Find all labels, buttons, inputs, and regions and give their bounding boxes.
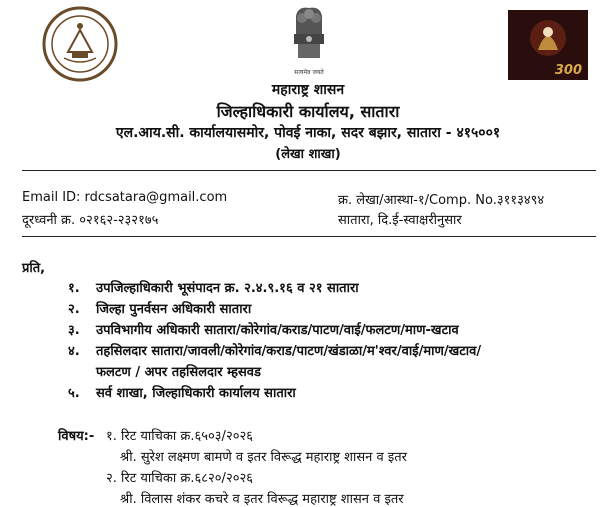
recipient-2-text: जिल्हा पुनर्वसन अधिकारी सातारा [96,302,252,317]
anniversary-logo-text: 300 [554,63,582,78]
date-line: सातारा, दि.ई-स्वाक्षरीनुसार [338,213,462,228]
header-branch: (लेखा शाखा) [275,147,341,162]
recipient-2-num: २. [68,302,80,317]
subject-item-1: १. रिट याचिका क्र.६५०३/२०२६ [106,429,253,444]
header-government: महाराष्ट्र शासन [271,82,345,98]
national-emblem-logo [286,4,332,74]
recipient-5-text: सर्व शाखा, जिल्हाधिकारी कार्यालय सातारा [96,386,296,401]
recipient-4-cont-text: फलटण / अपर तहसिलदार म्हसवड [96,365,261,380]
recipient-5-num: ५. [68,386,80,401]
recipient-1-num: १. [68,281,80,296]
subject-item-2-parties: श्री. विलास शंकर कचरे व इतर विरूद्ध महाराष्ट्र शासन व इतर [120,492,404,507]
subject-label: विषय:- [58,429,95,444]
recipient-1-text: उपजिल्हाधिकारी भूसंपादन क्र. २.४.९.१६ व २१ सातारा [96,281,359,296]
phone-line: दूरध्वनी क्र. ०२१६२-२३२१७५ [22,213,159,228]
anniversary-logo [508,10,588,80]
to-label: प्रति, [22,261,46,276]
reference-number: क्र. लेखा/आस्था-१/Comp. No.३११३४९४ [338,193,545,208]
recipient-4-text: तहसिलदार सातारा/जावली/कोरेगांव/कराड/पाटण/खंडाळा/म'श्वर/वाई/माण/खटाव/ [96,344,482,359]
emblem-motto: सत्यमेव जयते [294,69,324,76]
header-divider [22,170,596,171]
maharashtra-seal-logo [42,6,118,82]
email-line: Email ID: rdcsatara@gmail.com [22,190,228,205]
subject-item-2: २. रिट याचिका क्र.६८२०/२०२६ [106,471,253,486]
header-address: एल.आय.सी. कार्यालयासमोर, पोवई नाका, सदर बझार, सातारा - ४१५००१ [115,125,501,141]
recipient-3-num: ३. [68,323,80,338]
recipient-4-num: ४. [68,344,80,359]
header-office: जिल्हाधिकारी कार्यालय, सातारा [216,102,400,121]
subject-item-1-parties: श्री. सुरेश लक्ष्मण बामणे व इतर विरूद्ध महाराष्ट्र शासन व इतर [120,450,407,465]
recipient-3-text: उपविभागीय अधिकारी सातारा/कोरेगांव/कराड/पाटण/वाई/फलटण/माण-खटाव [96,323,459,338]
contact-divider [22,236,596,237]
